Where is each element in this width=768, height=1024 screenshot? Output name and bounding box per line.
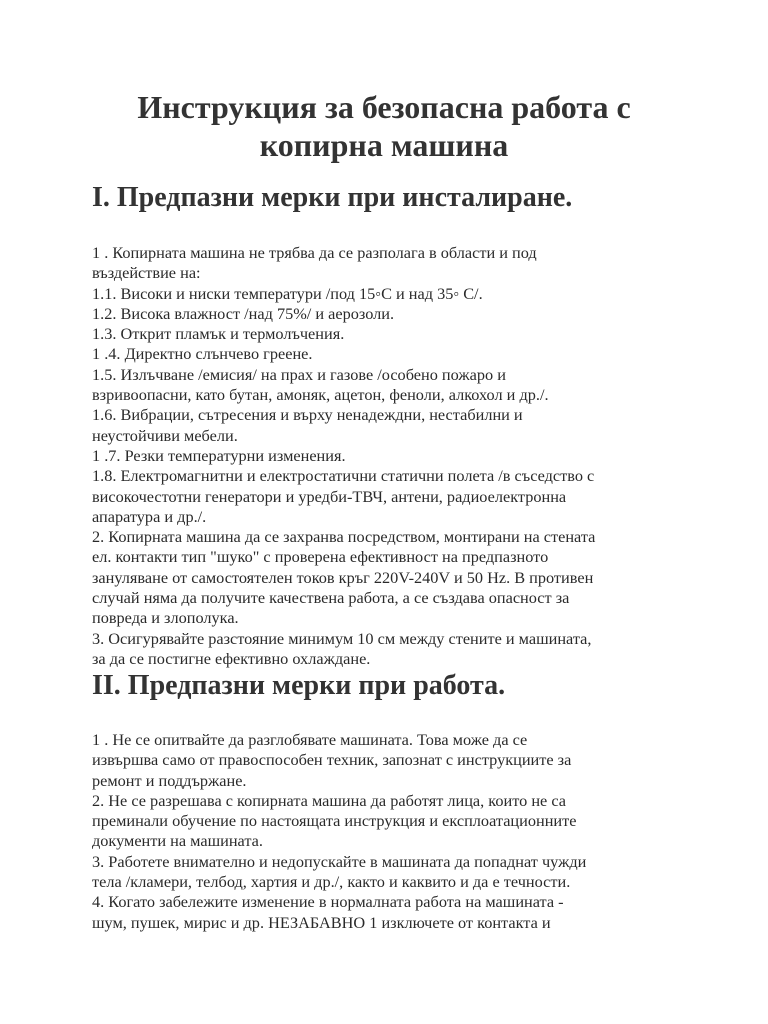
text-line: взривоопасни, като бутан, амоняк, ацетон, феноли, алкохол и др./.	[92, 385, 549, 405]
document-title-line: копирна машина	[259, 127, 509, 163]
text-line: извършва само от правоспособен техник, запознат с инструкциите за	[92, 750, 572, 770]
document-title-line: Инструкция за безопасна работа с	[137, 89, 631, 125]
text-line: 1 . Копирната машина не трябва да се разполага в области и под	[92, 243, 537, 262]
document-title	[60, 88, 708, 164]
section-body-installation	[92, 243, 692, 669]
text-line: 2. Копирната машина да се захранва посредством, монтирани на стената	[92, 527, 596, 547]
text-line: 1 .4. Директно слънчево греене.	[92, 344, 313, 364]
text-line: 1.1. Високи и ниски температури /под 15◦С и над 35◦ С/.	[92, 283, 483, 303]
section-body-operation	[92, 730, 692, 933]
text-line: документи на машината.	[92, 831, 263, 851]
text-line: 3. Осигурявайте разстояние минимум 10 см между стените и машината,	[92, 628, 592, 648]
text-line: преминали обучение по настоящата инструкция и експлоатационните	[92, 811, 577, 831]
text-line: зануляване от самостоятелен токов кръг 220V-240V и 50 Hz. В противен	[92, 567, 594, 587]
text-line: въздействие на:	[92, 263, 201, 283]
text-line: за да се постигне ефективно охлаждане.	[92, 648, 371, 668]
section-heading-installation: I. Предпазни мерки при инсталиране.	[92, 182, 573, 213]
text-line: 1.6. Вибрации, сътресения и върху ненадеждни, нестабилни и	[92, 405, 523, 425]
text-line: 4. Когато забележите изменение в нормалната работа на машината -	[92, 892, 564, 912]
text-line: 1.8. Електромагнитни и електростатични статични полета /в съседство с	[92, 466, 595, 486]
text-line: ел. контакти тип "шуко" с проверена ефективност на предпазното	[92, 547, 549, 567]
text-line: 3. Работете внимателно и недопускайте в машината да попаднат чужди	[92, 851, 587, 871]
text-line: високочестотни генератори и уредби-ТВЧ, антени, радиоелектронна	[92, 486, 567, 506]
text-line: 1.3. Открит пламък и термолъчения.	[92, 324, 345, 344]
text-line: неустойчиви мебели.	[92, 425, 238, 445]
text-line: ремонт и поддържане.	[92, 770, 247, 790]
text-line: шум, пушек, мирис и др. НЕЗАБАВНО 1 изключете от контакта и	[92, 912, 551, 932]
text-line: 1 . Не се опитвайте да разглобявате машината. Това може да се	[92, 730, 528, 749]
text-line: апаратура и др./.	[92, 506, 207, 526]
text-line: 1 .7. Резки температурни изменения.	[92, 445, 346, 465]
text-line: случай няма да получите качествена работа, а се създава опасност за	[92, 588, 570, 608]
text-line: 1.5. Излъчване /емисия/ на прах и газове /особено пожаро и	[92, 364, 506, 384]
text-line: повреда и злополука.	[92, 608, 239, 628]
text-line: 2. Не се разрешава с копирната машина да работят лица, които не са	[92, 790, 567, 810]
text-line: 1.2. Висока влажност /над 75%/ и аерозоли.	[92, 303, 395, 323]
section-heading-operation: II. Предпазни мерки при работа.	[92, 670, 506, 701]
text-line: тела /кламери, телбод, хартия и др./, както и каквито и да е течности.	[92, 872, 571, 892]
